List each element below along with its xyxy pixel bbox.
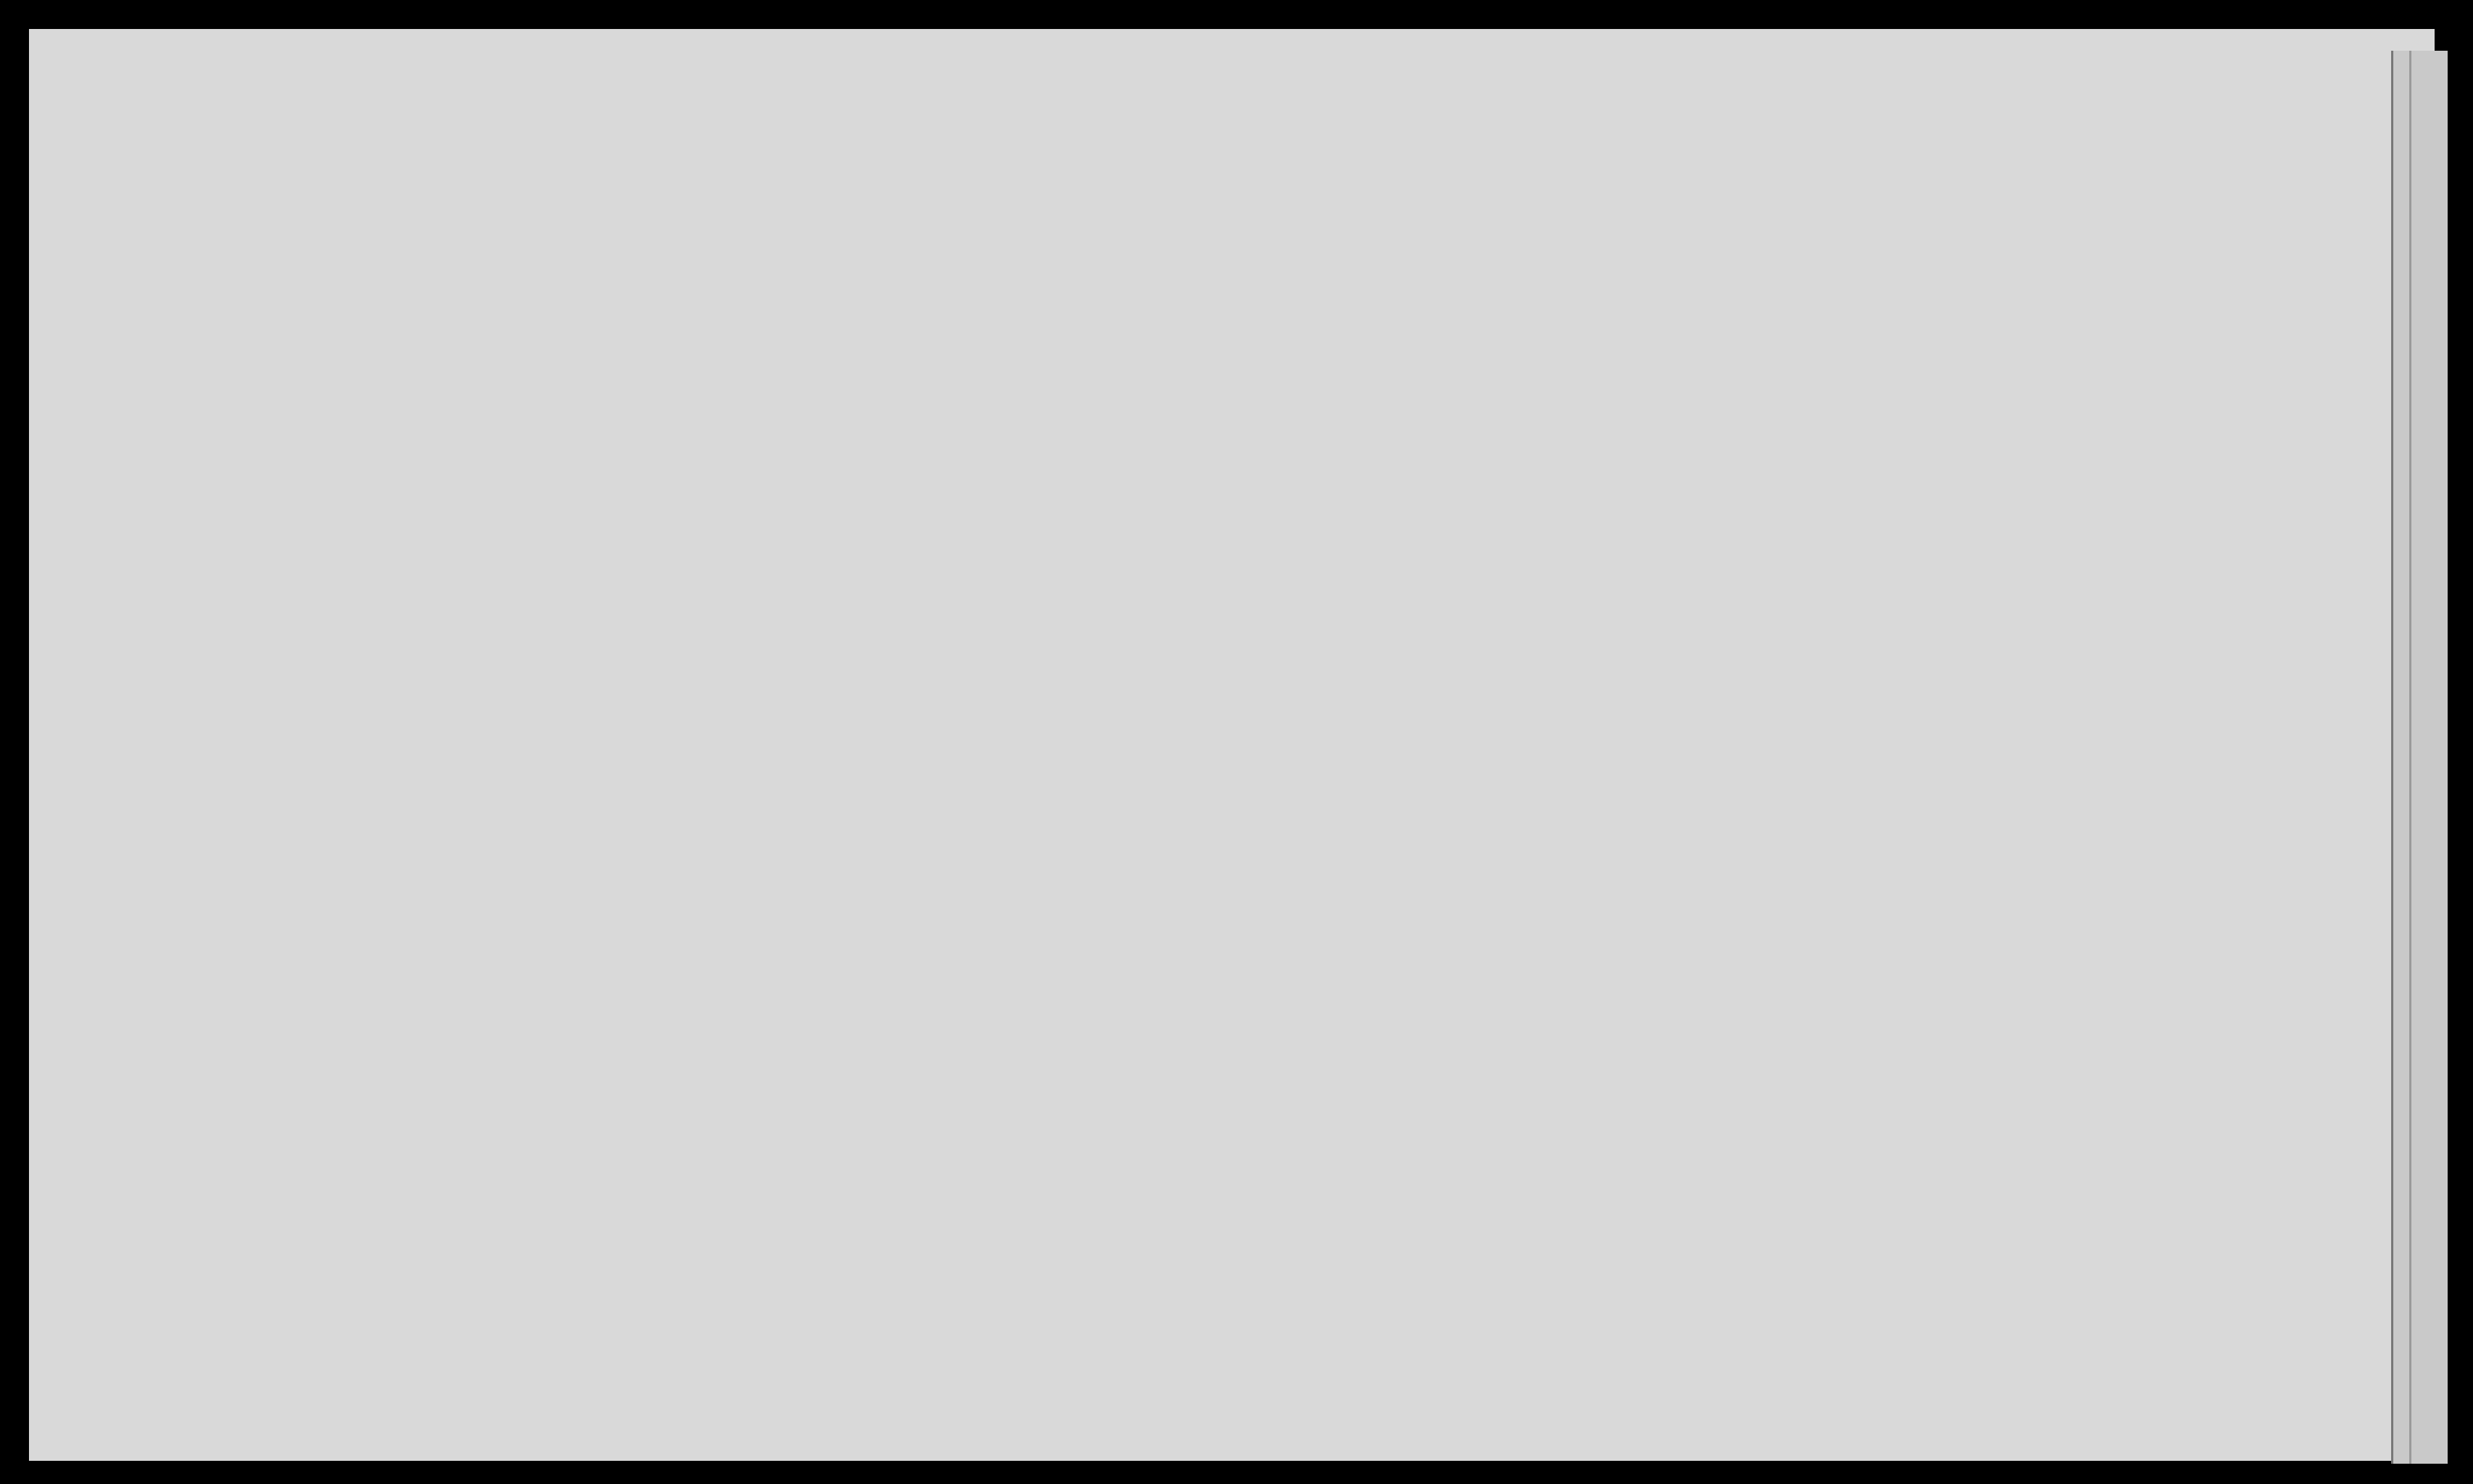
census-card-sheet [29, 29, 2435, 1461]
stacked-pages-edge [2391, 51, 2448, 1464]
